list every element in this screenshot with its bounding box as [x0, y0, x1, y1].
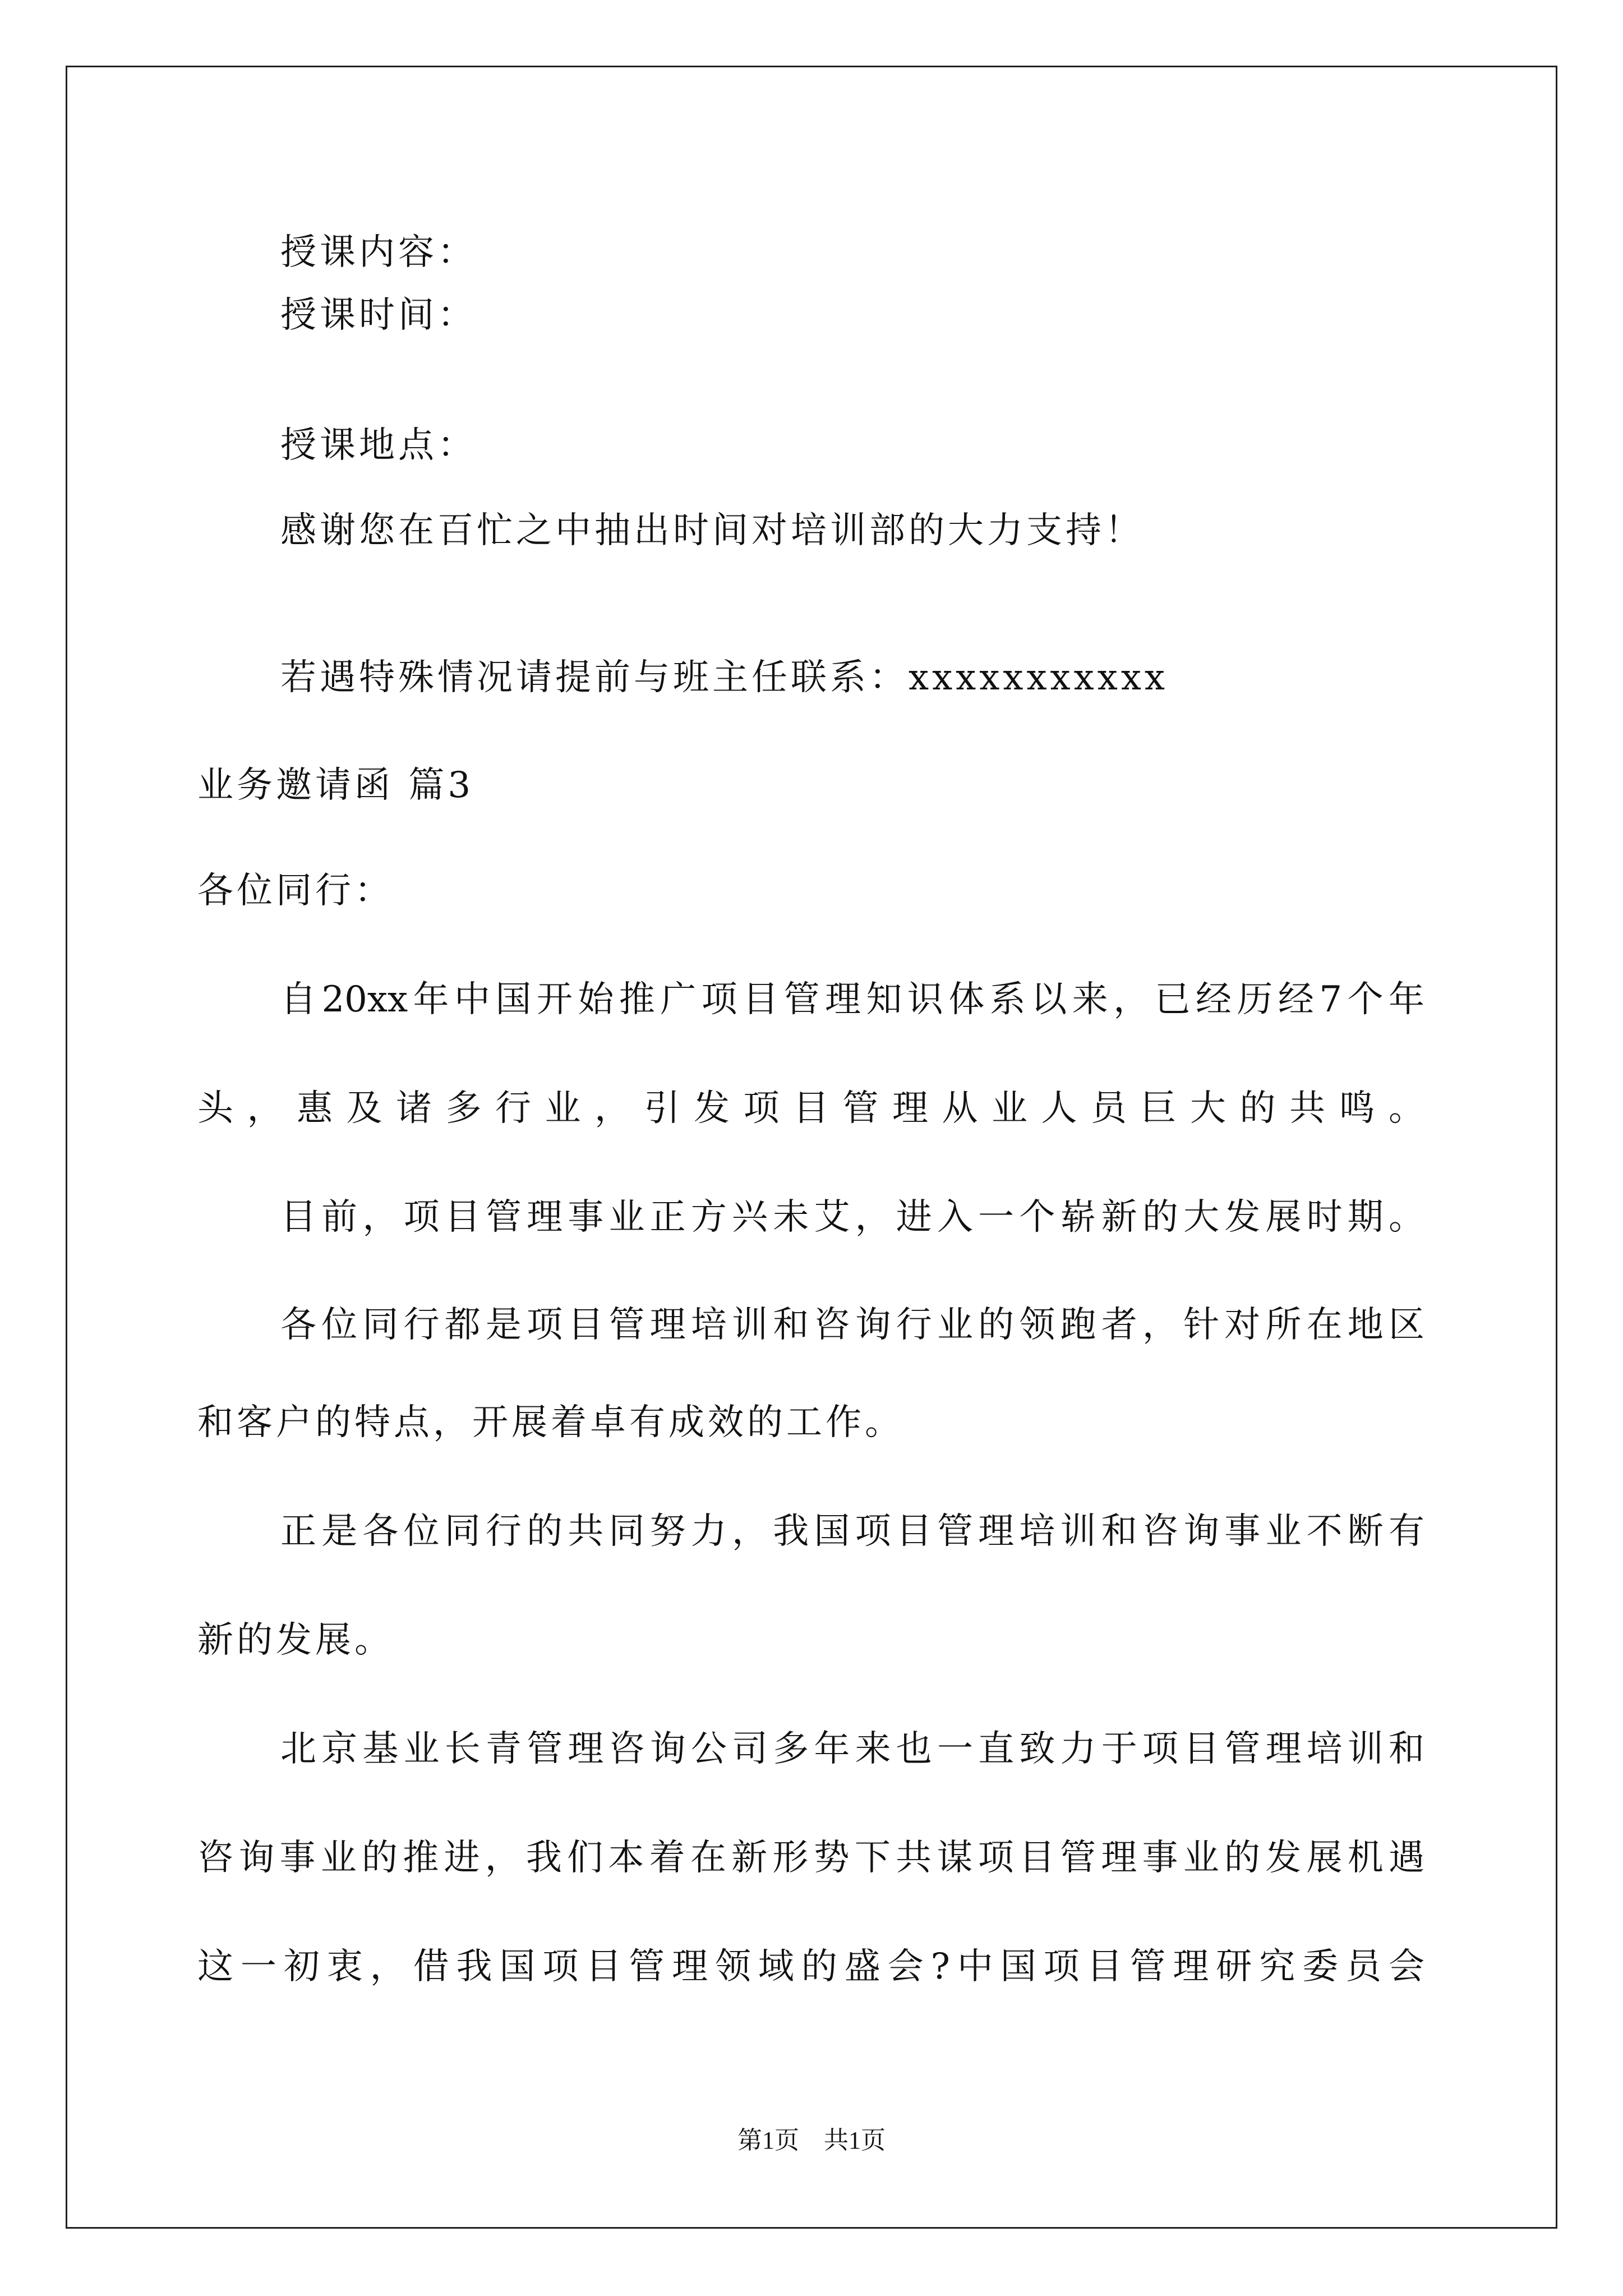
contact-paragraph: 若遇特殊情况请提前与班主任联系：xxxxxxxxxxx [280, 657, 1169, 698]
paragraph-line: 目前，项目管理事业正方兴未艾，进入一个崭新的大发展时期。 [280, 1197, 1424, 1238]
section-heading: 业务邀请函 篇3 [197, 765, 474, 806]
thanks-paragraph: 感谢您在百忙之中抽出时间对培训部的大力支持！ [280, 510, 1144, 551]
paragraph-line: 自20xx年中国开始推广项目管理知识体系以来，已经历经7个年 [280, 979, 1424, 1020]
page-border [66, 66, 1557, 2229]
field-course-time: 授课时间： [280, 295, 477, 336]
field-course-content: 授课内容： [280, 232, 477, 273]
paragraph-line: 新的发展。 [197, 1619, 394, 1661]
field-course-location: 授课地点： [280, 425, 477, 466]
paragraph-line: 各位同行都是项目管理培训和咨询行业的领跑者，针对所在地区 [280, 1304, 1424, 1346]
paragraph-line: 和客户的特点，开展着卓有成效的工作。 [197, 1402, 904, 1443]
paragraph-line: 咨询事业的推进，我们本着在新形势下共谋项目管理事业的发展机遇 [197, 1837, 1424, 1879]
paragraph-line: 这一初衷，借我国项目管理领域的盛会?中国项目管理研究委员会 [197, 1946, 1424, 1987]
paragraph-line: 头，惠及诸多行业，引发项目管理从业人员巨大的共鸣。 [197, 1088, 1424, 1129]
salutation: 各位同行： [197, 870, 394, 912]
page-footer: 第1页 共1页 [737, 2127, 886, 2154]
paragraph-line: 正是各位同行的共同努力，我国项目管理培训和咨询事业不断有 [280, 1511, 1424, 1552]
paragraph-line: 北京基业长青管理咨询公司多年来也一直致力于项目管理培训和 [280, 1728, 1424, 1770]
